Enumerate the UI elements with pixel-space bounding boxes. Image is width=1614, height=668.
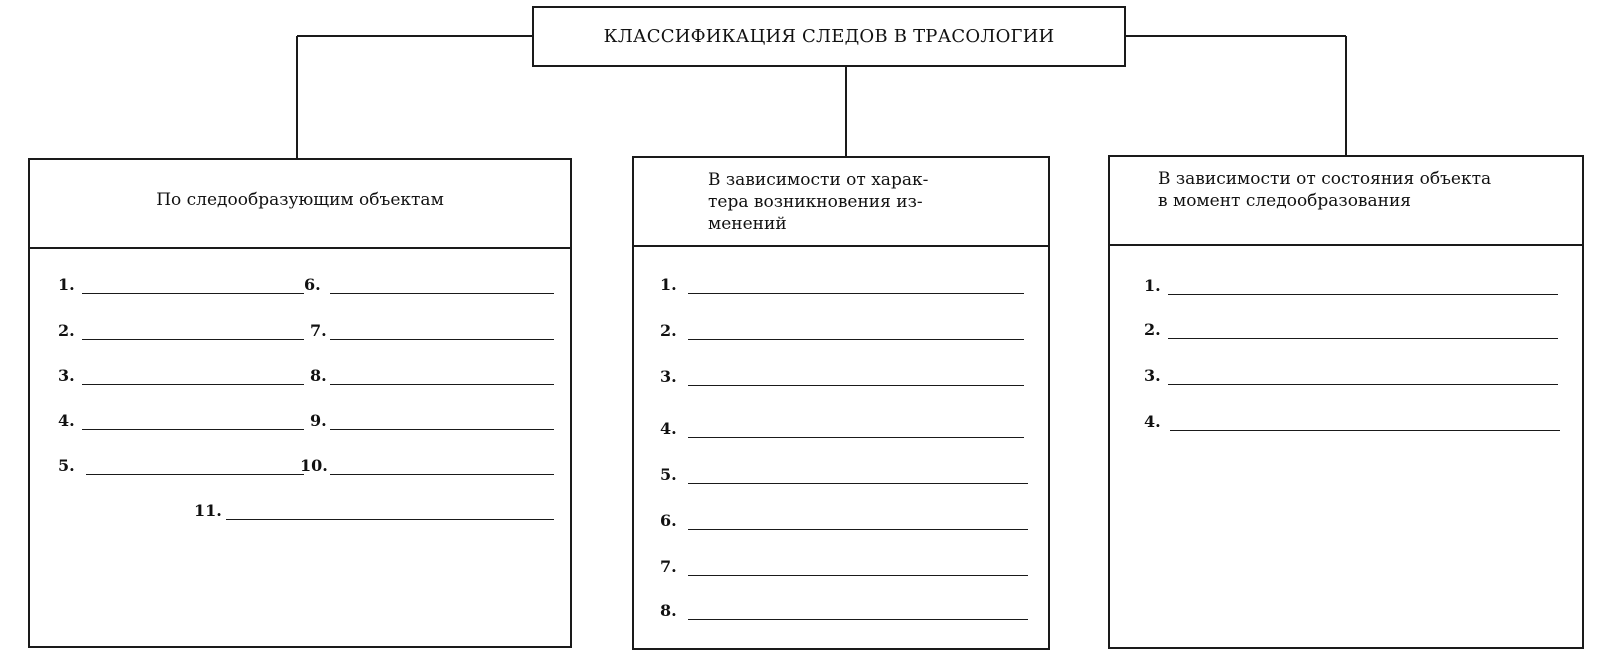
panel-by-trace-forming-objects (28, 158, 572, 648)
item-number: 10. (300, 456, 328, 475)
list-item (58, 410, 308, 432)
item-number: 3. (58, 366, 75, 385)
item-answer-line[interactable] (1168, 294, 1558, 295)
item-number: 5. (660, 465, 677, 484)
item-answer-line[interactable] (688, 483, 1028, 484)
item-answer-line[interactable] (688, 385, 1024, 386)
panel-header (1110, 157, 1582, 246)
item-answer-line[interactable] (688, 619, 1028, 620)
item-number: 9. (310, 411, 327, 430)
item-number: 6. (304, 275, 321, 294)
item-number: 8. (310, 366, 327, 385)
item-number: 5. (58, 456, 75, 475)
item-number: 4. (58, 411, 75, 430)
item-number: 3. (1144, 366, 1161, 385)
item-answer-line[interactable] (1170, 430, 1560, 431)
item-answer-line[interactable] (330, 339, 554, 340)
item-answer-line[interactable] (1168, 338, 1558, 339)
item-answer-line[interactable] (82, 384, 304, 385)
list-item (58, 455, 308, 477)
item-number: 11. (194, 501, 222, 520)
list-item (660, 600, 1026, 622)
item-answer-line[interactable] (330, 429, 554, 430)
item-number: 1. (58, 275, 75, 294)
item-answer-line[interactable] (1168, 384, 1558, 385)
item-number: 6. (660, 511, 677, 530)
item-number: 2. (660, 321, 677, 340)
list-item (1144, 411, 1564, 433)
list-item (1144, 275, 1564, 297)
list-item (300, 455, 554, 477)
item-answer-line[interactable] (82, 429, 304, 430)
list-item (660, 274, 1020, 296)
list-item (660, 366, 1020, 388)
list-item (58, 274, 278, 296)
item-answer-line[interactable] (688, 575, 1028, 576)
item-number: 4. (660, 419, 677, 438)
item-answer-line[interactable] (82, 339, 304, 340)
item-number: 1. (660, 275, 677, 294)
item-number: 7. (310, 321, 327, 340)
item-answer-line[interactable] (688, 529, 1028, 530)
item-answer-line[interactable] (330, 384, 554, 385)
panel-header-text: в момент следообразования (1158, 191, 1412, 211)
panel-by-nature-of-changes (632, 156, 1050, 650)
item-answer-line[interactable] (82, 293, 304, 294)
item-answer-line[interactable] (688, 437, 1024, 438)
item-number: 3. (660, 367, 677, 386)
list-item (58, 365, 308, 387)
item-number: 2. (58, 321, 75, 340)
item-answer-line[interactable] (226, 519, 554, 520)
list-item (660, 556, 1026, 578)
item-answer-line[interactable] (688, 293, 1024, 294)
panel-header-text: В зависимости от состояния объекта (1158, 169, 1492, 189)
item-number: 8. (660, 601, 677, 620)
panel-header-text: В зависимости от харак- (708, 170, 929, 190)
list-item (58, 320, 308, 342)
item-answer-line[interactable] (86, 474, 304, 475)
panel-header (634, 158, 1048, 247)
list-item (660, 510, 1026, 532)
list-item (1144, 319, 1564, 341)
panel-header-text: менений (708, 214, 787, 234)
item-number: 2. (1144, 320, 1161, 339)
list-item (660, 418, 1020, 440)
item-number: 4. (1144, 412, 1161, 431)
panel-by-object-state (1108, 155, 1584, 649)
item-answer-line[interactable] (330, 293, 554, 294)
diagram-title: КЛАССИФИКАЦИЯ СЛЕДОВ В ТРАСОЛОГИИ (532, 6, 1126, 67)
item-number: 1. (1144, 276, 1161, 295)
panel-header (30, 160, 570, 249)
panel-header-text: По следообразующим объектам (156, 190, 444, 210)
list-item (310, 320, 554, 342)
list-item (310, 365, 554, 387)
item-answer-line[interactable] (688, 339, 1024, 340)
list-item (194, 500, 554, 522)
list-item (1144, 365, 1564, 387)
list-item (310, 410, 554, 432)
list-item (660, 320, 1020, 342)
item-answer-line[interactable] (330, 474, 554, 475)
list-item (304, 274, 554, 296)
list-item (660, 464, 1026, 486)
panel-header-text: тера возникновения из- (708, 192, 923, 212)
item-number: 7. (660, 557, 677, 576)
